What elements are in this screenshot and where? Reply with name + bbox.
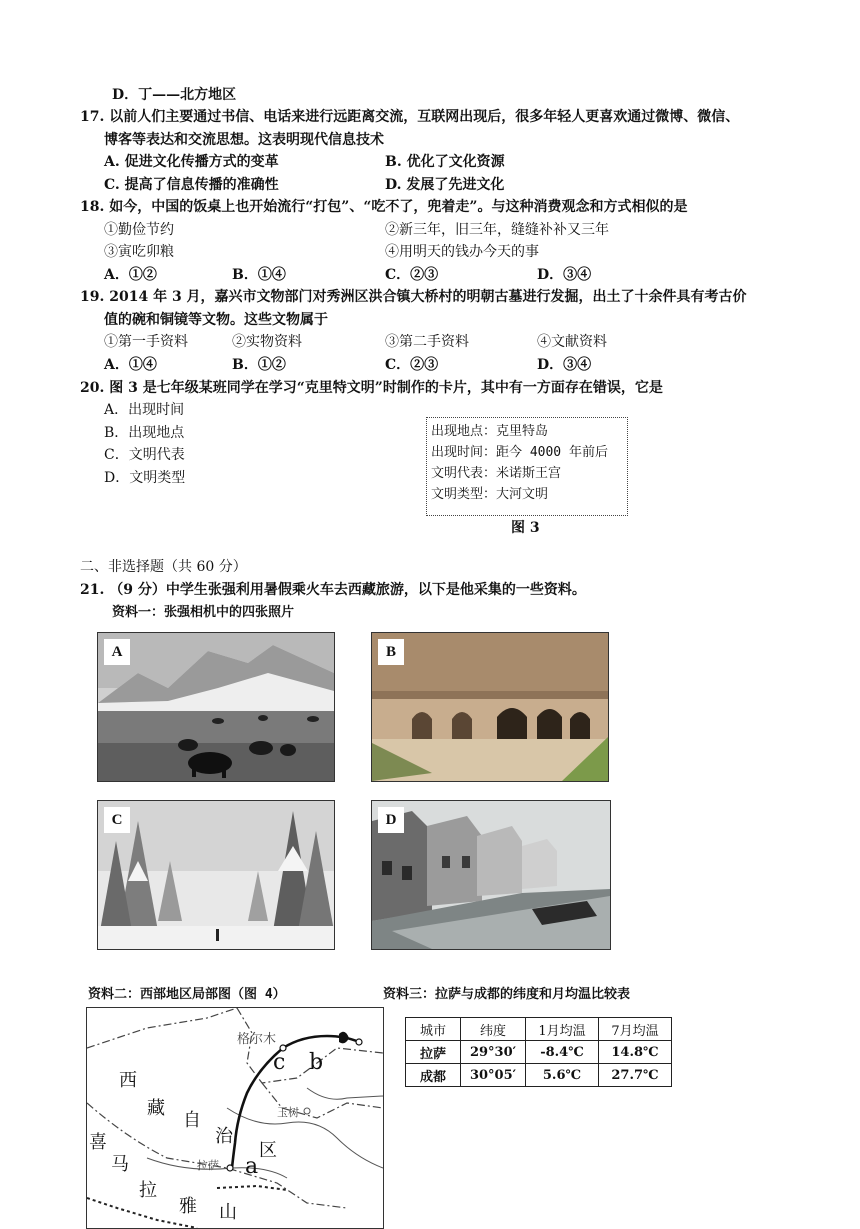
map-region-char-2: 藏	[147, 1098, 165, 1119]
q18-item-3: ③寅吃卯粮	[104, 244, 174, 260]
q18-option-d: D．③④	[537, 267, 592, 283]
photo-c-label: C	[104, 807, 130, 833]
material2-title: 资料二：西部地区局部图（图 4）	[88, 987, 286, 1002]
photo-b-cave-dwellings	[371, 632, 609, 782]
map-mountain-char-4: 雅	[179, 1196, 197, 1217]
table-cell: -8.4℃	[526, 1041, 599, 1064]
map-city-yushu: 玉树	[277, 1106, 299, 1119]
table-cell: 27.7℃	[599, 1064, 672, 1087]
card-line-representative: 文明代表：米诺斯王宫	[431, 466, 562, 481]
map-letter-c: c	[273, 1050, 286, 1075]
table-cell: 30°05′	[461, 1064, 526, 1087]
photo-b-label: B	[378, 639, 404, 665]
q16-option-d: D．丁——北方地区	[112, 87, 237, 103]
temperature-table	[405, 1017, 672, 1087]
map-mountain-char-2: 马	[111, 1154, 129, 1175]
table-cell: 29°30′	[461, 1041, 526, 1064]
q18-option-b: B．①④	[232, 267, 286, 283]
photo-d-label: D	[378, 807, 404, 833]
figure-3-caption: 图 3	[511, 520, 540, 536]
table-header-cell: 城市	[406, 1018, 461, 1041]
q17-stem-line2: 博客等表达和交流思想。这表明现代信息技术	[104, 132, 384, 148]
q19-item-2: ②实物资料	[232, 334, 302, 350]
western-region-map	[86, 1007, 384, 1229]
q19-option-a: A．①④	[104, 357, 157, 373]
table-header-cell: 1月均温	[526, 1018, 599, 1041]
photo-d-water-town	[371, 800, 611, 950]
photo-a-yaks	[97, 632, 335, 782]
map-region-char-4: 治	[215, 1126, 233, 1147]
table-row	[406, 1041, 672, 1064]
table-cell: 拉萨	[406, 1041, 461, 1064]
q18-item-4: ④用明天的钱办今天的事	[385, 244, 539, 260]
map-mountain-char-5: 山	[219, 1202, 237, 1223]
map-region-char-3: 自	[183, 1110, 201, 1131]
q20-stem: 20. 图 3 是七年级某班同学在学习“克里特文明”时制作的卡片，其中有一方面存在错误，它是	[80, 380, 663, 396]
q17-stem-line1: 17. 以前人们主要通过书信、电话来进行远距离交流，互联网出现后，很多年轻人更喜欢通过微博、微信、	[80, 109, 740, 125]
q19-option-d: D．③④	[537, 357, 592, 373]
card-line-time: 出现时间：距今 4000 年前后	[431, 445, 608, 460]
photo-a-label: A	[104, 639, 130, 665]
q21-stem: 21. （9 分）中学生张强利用暑假乘火车去西藏旅游，以下是他采集的一些资料。	[80, 582, 586, 598]
map-mountain-char-1: 喜	[89, 1132, 107, 1153]
card-line-type: 文明类型：大河文明	[431, 487, 549, 502]
photo-c-snowy-forest	[97, 800, 335, 950]
q20-option-b: B．出现地点	[104, 425, 185, 441]
q17-option-d: D. 发展了先进文化	[385, 177, 505, 193]
table-header-row	[406, 1018, 672, 1041]
map-region-char-5: 区	[259, 1140, 277, 1161]
q19-item-1: ①第一手资料	[104, 334, 188, 350]
card-line-place: 出现地点：克里特岛	[431, 424, 549, 439]
q19-stem-line2: 值的碗和铜镜等文物。这些文物属于	[104, 312, 328, 328]
table-cell: 5.6℃	[526, 1064, 599, 1087]
map-letter-a: a	[245, 1154, 259, 1179]
q20-option-c: C．文明代表	[104, 447, 185, 463]
crete-card	[426, 417, 628, 516]
table-row	[406, 1064, 672, 1087]
q19-option-b: B．①②	[232, 357, 286, 373]
table-header-cell: 纬度	[461, 1018, 526, 1041]
material3-title: 资料三：拉萨与成都的纬度和月均温比较表	[383, 987, 631, 1002]
q19-item-3: ③第二手资料	[385, 334, 469, 350]
q20-option-a: A．出现时间	[104, 402, 185, 418]
q19-option-c: C．②③	[385, 357, 439, 373]
q19-stem-line1: 19. 2014 年 3 月，嘉兴市文物部门对秀洲区洪合镇大桥村的明朝古墓进行发掘，出土了十余件具有考古价	[80, 289, 747, 305]
q17-option-a: A. 促进文化传播方式的变革	[104, 154, 279, 170]
map-mountain-char-3: 拉	[139, 1180, 157, 1201]
table-cell: 14.8℃	[599, 1041, 672, 1064]
q18-item-2: ②新三年，旧三年，缝缝补补又三年	[385, 222, 609, 238]
q18-option-a: A．①②	[104, 267, 157, 283]
q18-stem: 18. 如今，中国的饭桌上也开始流行“打包”、“吃不了，兜着走”。与这种消费观念和方式相似的是	[80, 199, 688, 215]
material1-title: 资料一：张强相机中的四张照片	[112, 605, 295, 620]
q19-item-4: ④文献资料	[537, 334, 607, 350]
map-letter-b: b	[309, 1050, 324, 1075]
map-region-char-1: 西	[119, 1070, 137, 1091]
map-city-golmud: 格尔木	[237, 1032, 277, 1047]
section2-title: 二、非选择题（共 60 分）	[80, 559, 247, 575]
map-city-lhasa: 拉萨	[197, 1159, 219, 1172]
table-cell: 成都	[406, 1064, 461, 1087]
q17-option-b: B. 优化了文化资源	[385, 154, 505, 170]
q20-option-d: D．文明类型	[104, 470, 186, 486]
q18-item-1: ①勤俭节约	[104, 222, 174, 238]
q18-option-c: C．②③	[385, 267, 439, 283]
q17-option-c: C. 提高了信息传播的准确性	[104, 177, 279, 193]
table-header-cell: 7月均温	[599, 1018, 672, 1041]
